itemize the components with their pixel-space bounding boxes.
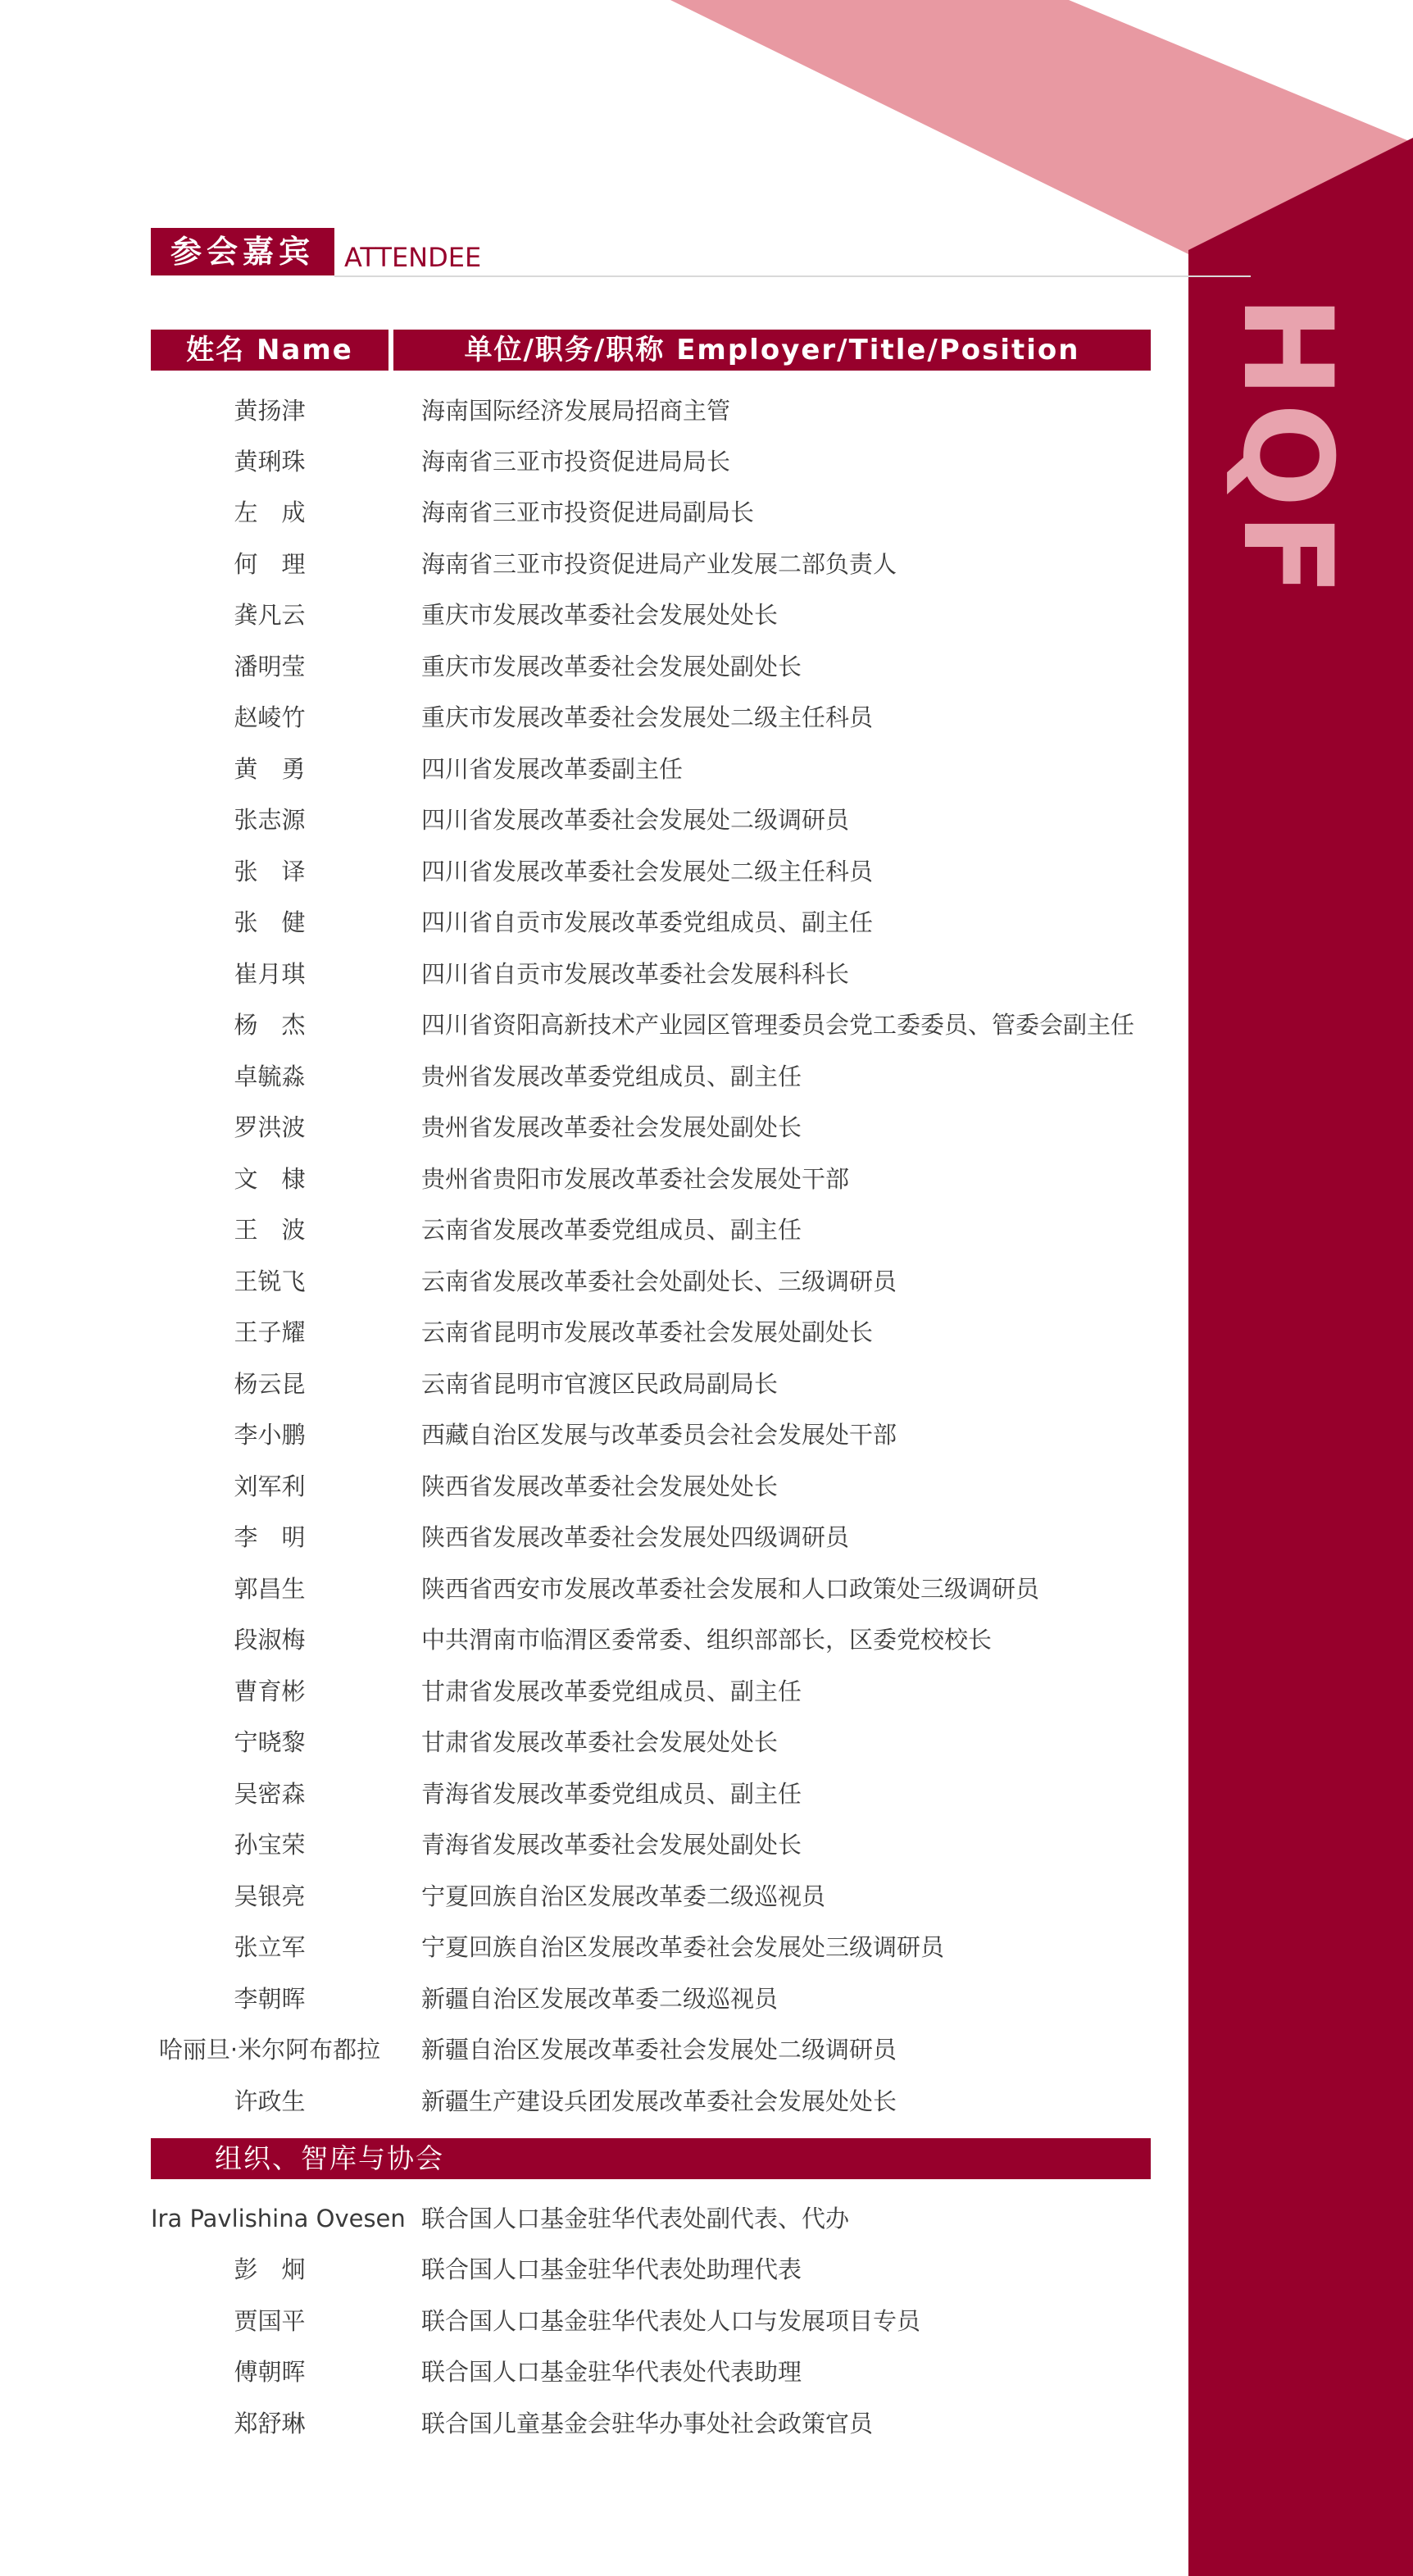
table-row: [151, 1874, 1151, 1918]
attendee-employer: 云南省发展改革委党组成员、副主任: [421, 1216, 802, 1244]
attendee-employer: 贵州省发展改革委社会发展处副处长: [421, 1113, 802, 1141]
heading-title-cn: 参会嘉宾: [151, 228, 334, 275]
table-row: [151, 1105, 1151, 1149]
attendee-name: 李 明: [234, 1523, 306, 1551]
table-row: [151, 2299, 1151, 2343]
attendee-name: 赵崚竹: [234, 703, 306, 731]
attendee-name: 王锐飞: [234, 1268, 306, 1295]
table-row: [151, 2028, 1151, 2072]
table-row: [151, 593, 1151, 637]
table-row: [151, 1977, 1151, 2021]
table-row: [151, 2350, 1151, 2394]
attendee-name: 傅朝晖: [234, 2358, 306, 2386]
attendee-name: 张立军: [234, 1933, 306, 1961]
attendee-employer: 重庆市发展改革委社会发展处副处长: [421, 653, 802, 680]
attendee-employer: 宁夏回族自治区发展改革委社会发展处三级调研员: [421, 1933, 945, 1961]
attendee-employer: 西藏自治区发展与改革委员会社会发展处干部: [421, 1421, 897, 1449]
heading-divider: [334, 275, 1251, 277]
attendee-name: 曹育彬: [234, 1677, 306, 1705]
section-bar-organizations: [151, 2138, 1151, 2179]
attendee-employer: 新疆自治区发展改革委社会发展处二级调研员: [421, 2036, 897, 2064]
attendee-employer: 新疆生产建设兵团发展改革委社会发展处处长: [421, 2087, 897, 2115]
table-row: [151, 1157, 1151, 1201]
attendee-employer: 云南省昆明市发展改革委社会发展处副处长: [421, 1318, 874, 1346]
attendee-employer: 海南省三亚市投资促进局产业发展二部负责人: [421, 550, 897, 578]
attendee-employer: 宁夏回族自治区发展改革委二级巡视员: [421, 1882, 826, 1910]
table-header: [151, 330, 1151, 371]
table-row: [151, 1925, 1151, 1969]
table-row: [151, 1720, 1151, 1764]
table-row: [151, 849, 1151, 894]
table-row: [151, 644, 1151, 689]
attendee-name: 张志源: [234, 806, 306, 834]
attendee-name: Ira Pavlishina Ovesen: [151, 2205, 406, 2232]
attendee-name: 杨 杰: [234, 1011, 306, 1039]
table-row: [151, 1464, 1151, 1509]
attendee-name: 哈丽旦·米尔阿布都拉: [158, 2036, 381, 2064]
attendee-employer: 重庆市发展改革委社会发展处二级主任科员: [421, 703, 874, 731]
attendee-employer: 贵州省发展改革委党组成员、副主任: [421, 1063, 802, 1090]
column-header-employer: 单位/职务/职称 Employer/Title/Position: [393, 330, 1151, 371]
attendee-employer: 陕西省西安市发展改革委社会发展和人口政策处三级调研员: [421, 1575, 1040, 1603]
table-row: [151, 1823, 1151, 1867]
attendee-employer: 四川省发展改革委社会发展处二级主任科员: [421, 858, 874, 885]
attendee-employer: 贵州省贵阳市发展改革委社会发展处干部: [421, 1165, 850, 1193]
attendee-name: 李朝晖: [234, 1985, 306, 2013]
attendee-employer: 联合国儿童基金会驻华办事处社会政策官员: [421, 2410, 874, 2437]
attendee-name: 刘军利: [234, 1472, 306, 1500]
attendee-employer: 中共渭南市临渭区委常委、组织部部长，区委党校校长: [421, 1626, 993, 1654]
table-row: [151, 1669, 1151, 1714]
section-title: 组织、智库与协会: [215, 2142, 444, 2174]
table-row: [151, 695, 1151, 740]
attendee-employer: 四川省自贡市发展改革委党组成员、副主任: [421, 908, 874, 936]
attendee-name: 潘明莹: [234, 653, 306, 680]
attendee-employer: 云南省昆明市官渡区民政局副局长: [421, 1370, 779, 1398]
table-row: [151, 900, 1151, 944]
attendee-name: 何 理: [234, 550, 306, 578]
attendee-employer: 甘肃省发展改革委党组成员、副主任: [421, 1677, 802, 1705]
column-header-name: 姓名 Name: [151, 330, 388, 371]
table-row: [151, 1310, 1151, 1354]
attendee-employer: 青海省发展改革委社会发展处副处长: [421, 1831, 802, 1859]
table-row: [151, 2401, 1151, 2446]
attendee-name: 王子耀: [234, 1318, 306, 1346]
table-row: [151, 2196, 1151, 2241]
attendee-employer: 青海省发展改革委党组成员、副主任: [421, 1780, 802, 1808]
table-row: [151, 1515, 1151, 1559]
attendee-employer: 海南省三亚市投资促进局副局长: [421, 498, 755, 526]
table-row: [151, 1362, 1151, 1406]
attendee-name: 龚凡云: [234, 601, 306, 629]
attendee-employer: 陕西省发展改革委社会发展处处长: [421, 1472, 779, 1500]
table-row: [151, 1208, 1151, 1252]
heading-title-en: ATTENDEE: [344, 242, 482, 273]
table-row: [151, 542, 1151, 586]
attendee-name: 卓毓淼: [234, 1063, 306, 1090]
table-row: [151, 952, 1151, 996]
table-row: [151, 1413, 1151, 1457]
table-row: [151, 2247, 1151, 2292]
attendee-name: 罗洪波: [234, 1113, 306, 1141]
table-row: [151, 747, 1151, 791]
brand-logo-text: HQF: [1215, 295, 1358, 602]
table-row: [151, 1259, 1151, 1304]
attendee-name: 吴密森: [234, 1780, 306, 1808]
attendee-employer: 甘肃省发展改革委社会发展处处长: [421, 1728, 779, 1756]
attendee-name: 张 译: [234, 858, 306, 885]
table-row: [151, 1003, 1151, 1047]
attendee-employer: 四川省发展改革委社会发展处二级调研员: [421, 806, 850, 834]
table-row: [151, 1772, 1151, 1816]
table-row: [151, 1618, 1151, 1662]
attendee-name: 左 成: [234, 498, 306, 526]
table-row: [151, 439, 1151, 484]
attendee-employer: 联合国人口基金驻华代表处副代表、代办: [421, 2205, 850, 2232]
table-row: [151, 1567, 1151, 1611]
table-row: [151, 2079, 1151, 2123]
attendee-employer: 联合国人口基金驻华代表处代表助理: [421, 2358, 802, 2386]
table-row: [151, 798, 1151, 842]
attendee-employer: 联合国人口基金驻华代表处助理代表: [421, 2255, 802, 2283]
attendee-employer: 四川省发展改革委副主任: [421, 755, 684, 783]
attendee-employer: 联合国人口基金驻华代表处人口与发展项目专员: [421, 2307, 921, 2335]
attendee-employer: 云南省发展改革委社会处副处长、三级调研员: [421, 1268, 897, 1295]
table-row: [151, 490, 1151, 535]
attendee-name: 崔月琪: [234, 960, 306, 988]
attendee-name: 彭 炯: [234, 2255, 306, 2283]
attendee-employer: 四川省自贡市发展改革委社会发展科科长: [421, 960, 850, 988]
attendee-employer: 海南省三亚市投资促进局局长: [421, 448, 731, 476]
attendee-name: 孙宝荣: [234, 1831, 306, 1859]
attendee-name: 郭昌生: [234, 1575, 306, 1603]
attendee-employer: 重庆市发展改革委社会发展处处长: [421, 601, 779, 629]
table-row: [151, 389, 1151, 433]
attendee-name: 宁晓黎: [234, 1728, 306, 1756]
attendee-name: 杨云昆: [234, 1370, 306, 1398]
attendee-employer: 陕西省发展改革委社会发展处四级调研员: [421, 1523, 850, 1551]
attendee-employer: 海南国际经济发展局招商主管: [421, 397, 731, 425]
attendee-name: 吴银亮: [234, 1882, 306, 1910]
attendee-name: 黄 勇: [234, 755, 306, 783]
attendee-name: 王 波: [234, 1216, 306, 1244]
attendee-name: 段淑梅: [234, 1626, 306, 1654]
attendee-name: 李小鹏: [234, 1421, 306, 1449]
attendee-name: 郑舒琳: [234, 2410, 306, 2437]
attendee-employer: 四川省资阳高新技术产业园区管理委员会党工委委员、管委会副主任: [421, 1011, 1135, 1039]
attendee-name: 文 棣: [234, 1165, 306, 1193]
attendee-name: 张 健: [234, 908, 306, 936]
attendee-name: 黄扬津: [234, 397, 306, 425]
attendee-name: 许政生: [234, 2087, 306, 2115]
attendee-name: 贾国平: [234, 2307, 306, 2335]
attendee-employer: 新疆自治区发展改革委二级巡视员: [421, 1985, 779, 2013]
table-row: [151, 1054, 1151, 1099]
attendee-name: 黄琍珠: [234, 448, 306, 476]
